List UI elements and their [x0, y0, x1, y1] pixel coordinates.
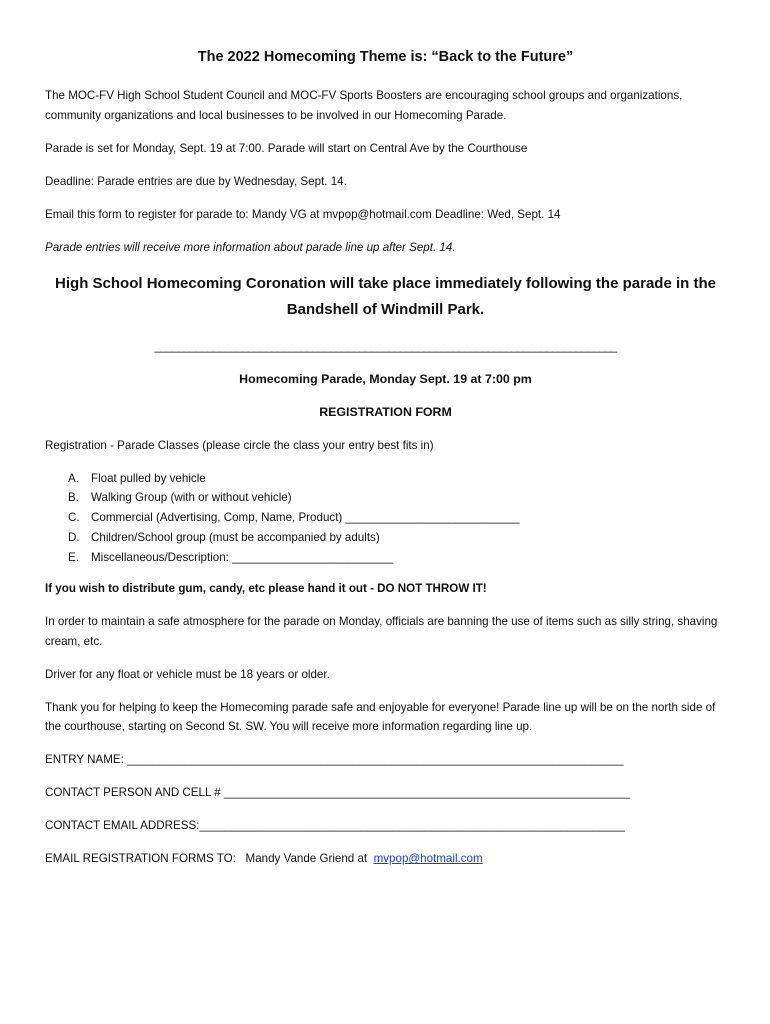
safety-paragraph: In order to maintain a safe atmosphere for the parade on Monday, officials are banning the use of items such as silly string, shaving cream, etc.	[45, 615, 718, 648]
class-label: Commercial (Advertising, Comp, Name, Product) ___________________________	[91, 511, 520, 525]
list-marker: C.	[68, 511, 80, 525]
list-item[interactable]	[45, 528, 726, 548]
parade-time-text: Parade is set for Monday, Sept. 19 at 7:00. Parade will start on Central Ave by the Courthouse	[45, 141, 528, 155]
list-marker: E.	[68, 550, 79, 564]
coronation-heading: High School Homecoming Coronation will take place immediately following the parade in the Bandshell of Windmill Park.	[55, 274, 716, 318]
entry-name-field[interactable]: ENTRY NAME: _____________________________________________________________________________	[45, 753, 624, 767]
contact-email-field[interactable]: CONTACT EMAIL ADDRESS:__________________________________________________________________	[45, 819, 625, 833]
class-label: Float pulled by vehicle	[91, 471, 206, 485]
classes-intro: Registration - Parade Classes (please circle the class your entry best fits in)	[45, 438, 434, 452]
email-register-text: Email this form to register for parade to: Mandy VG at mvpop@hotmail.com Deadline: Wed, Sept. 14	[45, 207, 561, 221]
email-forms-line	[45, 849, 726, 869]
class-label: Children/School group (must be accompanied by adults)	[91, 530, 380, 544]
separator-line: _______________________________________________________________________________	[154, 339, 617, 353]
list-item[interactable]	[45, 548, 726, 568]
class-label: Walking Group (with or without vehicle)	[91, 491, 292, 505]
intro-paragraph: The MOC-FV High School Student Council and MOC-FV Sports Boosters are encouraging school groups and organizations, community organizations and local businesses to be involved in our Homecoming Parade.	[45, 89, 683, 122]
thanks-paragraph: Thank you for helping to keep the Homecoming parade safe and enjoyable for everyone! Parade line up will be on the north side of the courthouse, starting on Second St. SW. You will receive more information regarding line up.	[45, 700, 716, 734]
deadline-text: Deadline: Parade entries are due by Wednesday, Sept. 14.	[45, 174, 347, 188]
list-item[interactable]	[45, 488, 726, 508]
class-label: Miscellaneous/Description: _________________________	[91, 550, 394, 564]
email-link[interactable]: mvpop@hotmail.com	[373, 852, 483, 866]
registration-form-title: REGISTRATION FORM	[319, 404, 452, 419]
list-marker: A.	[68, 471, 79, 485]
list-marker: D.	[68, 530, 80, 544]
list-marker: B.	[68, 491, 79, 505]
page-title: The 2022 Homecoming Theme is: “Back to the Future”	[197, 49, 574, 65]
contact-person-field[interactable]: CONTACT PERSON AND CELL # _______________________________________________________________	[45, 786, 631, 800]
list-item[interactable]	[45, 469, 726, 489]
list-item[interactable]	[45, 508, 726, 528]
email-forms-label: EMAIL REGISTRATION FORMS TO: Mandy Vande Griend at	[45, 852, 374, 866]
candy-warning: If you wish to distribute gum, candy, etc please hand it out - DO NOT THROW IT!	[45, 582, 487, 596]
form-heading: Homecoming Parade, Monday Sept. 19 at 7:00 pm	[239, 371, 532, 386]
lineup-note: Parade entries will receive more information about parade line up after Sept. 14.	[45, 240, 456, 254]
parade-classes-list	[45, 469, 726, 568]
driver-age-text: Driver for any float or vehicle must be 18 years or older.	[45, 667, 330, 681]
